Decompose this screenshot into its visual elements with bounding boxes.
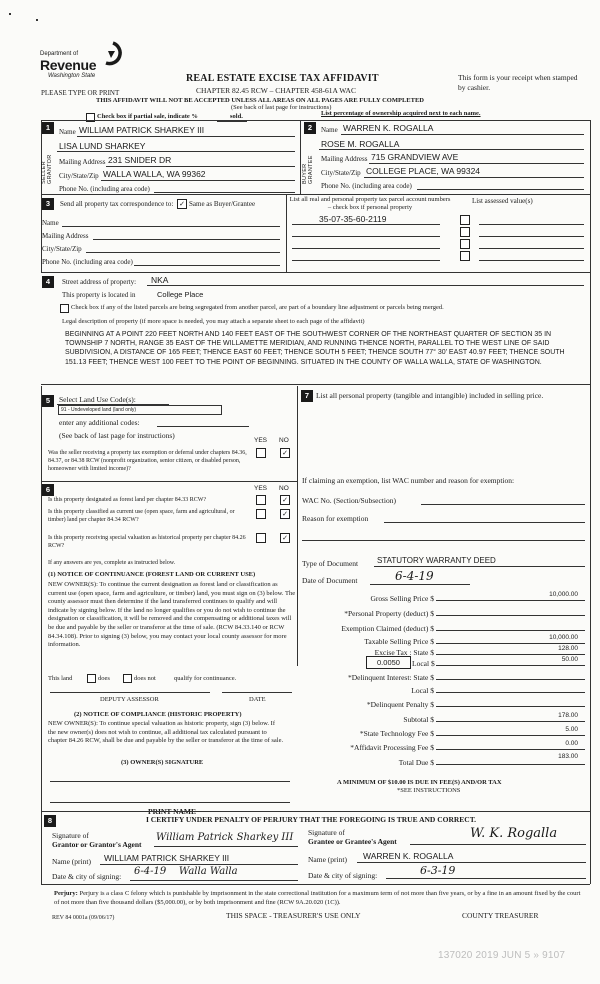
form-line xyxy=(50,692,210,693)
form-line xyxy=(154,846,298,847)
section-number: 6 xyxy=(42,484,54,496)
forest-question: Is this property designated as forest land per chapter 84.33 RCW? xyxy=(48,497,207,503)
section-number: 4 xyxy=(42,276,54,288)
tech-fee-label: *State Technology Fee $ xyxy=(359,729,434,738)
current-use-question: Is this property classified as current use (open space, farm and agricultural, or timber) land per chapter 84.34 RCW? xyxy=(48,509,235,523)
subtotal-label: Subtotal $ xyxy=(403,715,434,724)
seller-city[interactable]: WALLA WALLA, WA 99362 xyxy=(103,169,206,179)
form-line xyxy=(421,504,585,505)
street-address[interactable]: NKA xyxy=(151,275,169,285)
personal-property-checkbox[interactable] xyxy=(460,239,470,249)
form-line xyxy=(130,880,298,881)
form-line xyxy=(319,149,584,150)
excise-state-amount[interactable]: 128.00 xyxy=(558,645,578,652)
gross-label: Gross Selling Price $ xyxy=(370,594,434,603)
forest-yes-checkbox[interactable] xyxy=(256,495,266,505)
section-divider xyxy=(41,194,590,195)
seller-name-2[interactable]: LISA LUND SHARKEY xyxy=(59,141,146,151)
does-not-qualify-checkbox[interactable] xyxy=(123,674,132,683)
form-line xyxy=(436,600,585,601)
corr-name-label: Name xyxy=(42,219,59,227)
subtotal-amount[interactable]: 178.00 xyxy=(558,712,578,719)
form-border xyxy=(41,811,590,812)
personal-deduct-label: *Personal Property (deduct) $ xyxy=(344,609,434,618)
owner-signature-label: (3) OWNER(S) SIGNATURE xyxy=(121,759,204,766)
penalty-label: *Delinquent Penalty $ xyxy=(366,700,434,709)
taxable-label: Taxable Selling Price $ xyxy=(364,637,434,646)
land-use-select[interactable]: 91 - Undeveloped land (land only) xyxy=(58,405,222,415)
form-line xyxy=(369,163,584,164)
local-label: Local $ xyxy=(412,659,435,668)
taxable-amount[interactable]: 10,000.00 xyxy=(549,634,578,641)
yes-header: YES xyxy=(254,437,268,444)
located-city[interactable]: College Place xyxy=(157,290,204,299)
historic-question: Is this property receiving special valuation as historical property per chapter 84.26 RCW? xyxy=(48,535,246,549)
partial-pct-line xyxy=(217,121,247,122)
section-number: 5 xyxy=(42,395,54,407)
receipt-note: This form is your receipt when stamped by cashier. xyxy=(458,73,578,92)
print-note: PLEASE TYPE OR PRINT xyxy=(41,89,120,97)
form-line xyxy=(50,781,290,782)
perjury-text: Perjury is a class C felony which is punishable by imprisonment in the state correctional institution for a maximum term of not more than five years, or by a fine in an amount fixed by the court of not more than five thousand dollars ($5,000.00), or by both imprisonment and fine (RCW 9A.20.020 (1C)). xyxy=(54,890,581,906)
personal-property-checkbox[interactable] xyxy=(460,251,470,261)
form-line xyxy=(292,224,440,225)
current-use-no-checkbox[interactable]: ✓ xyxy=(280,509,290,519)
buyer-mail[interactable]: 715 GRANDVIEW AVE xyxy=(371,152,459,162)
total-label: Total Due $ xyxy=(398,758,434,767)
grantee-date-city[interactable]: 6-3-19 xyxy=(420,864,456,877)
street-label: Street address of property: xyxy=(62,278,137,286)
form-line xyxy=(101,180,295,181)
scan-speck xyxy=(36,19,38,21)
form-line xyxy=(436,654,585,655)
form-line xyxy=(364,177,584,178)
forest-no-checkbox[interactable]: ✓ xyxy=(280,495,290,505)
no-header: NO xyxy=(279,437,289,444)
form-line xyxy=(370,584,470,585)
section-number: 8 xyxy=(44,815,56,827)
grantee-print-name[interactable]: WARREN K. ROGALLA xyxy=(363,851,454,861)
form-revision: REV 84 0001a (09/06/17) xyxy=(52,915,115,921)
form-line xyxy=(134,265,280,266)
scan-speck xyxy=(9,13,11,15)
grantee-sig-label: Signature of xyxy=(308,828,345,837)
compliance-body: NEW OWNER(S): To continue special valuation as historic property, sign (3) below. If the new owner(s) does not wish to continue, all additional tax calculated pursuant to chapter 84.26 RCW, shall be due and payable by the seller or transferor at the time of sale. xyxy=(48,720,284,745)
treasurer-space-label: THIS SPACE - TREASURER'S USE ONLY xyxy=(226,911,361,920)
form-line xyxy=(436,679,585,680)
minimum-note: A MINIMUM OF $10.00 IS DUE IN FEE(S) AND/OR TAX xyxy=(337,779,502,786)
see-back-note: (See back of last page for instructions) xyxy=(59,431,175,440)
form-line xyxy=(222,692,292,693)
buyer-city-label: City/State/Zip xyxy=(321,169,361,177)
legal-description[interactable]: BEGINNING AT A POINT 220 FEET NORTH AND 140 FEET EAST OF THE SOUTHWEST CORNER OF THE NORTHEAST QUARTER OF SECTION 35 IN TOWNSHIP 7 NORTH, RANGE 35 EAST OF THE WILLAMETTE MERIDIAN, AND RUNNING THENCE NORTH, PARALLEL TO THE WEST LINE OF SAID SUBDIVISION, A DISTANCE OF 165 FEET; THENCE EAST 60 FEET; THENCE SOUTH 5 FEET; THENCE SOUTH 77° 30' EAST 40.97 FEET; THENCE SOUTH 151.13 FEET; THENCE WEST 100 FEET TO THE POINT OF BEGINNING. SITUATED IN THE COUNTY OF WALLA WALLA, STATE OF WASHINGTON. xyxy=(65,331,565,366)
form-border xyxy=(590,272,591,884)
historic-no-checkbox[interactable]: ✓ xyxy=(280,533,290,543)
excise-state-label: Excise Tax : State $ xyxy=(374,648,434,657)
historic-yes-checkbox[interactable] xyxy=(256,533,266,543)
grantor-print-label: Name (print) xyxy=(52,857,91,866)
exemption-yes-checkbox[interactable] xyxy=(256,448,266,458)
form-line xyxy=(436,764,585,765)
revenue-logo-icon xyxy=(102,41,124,71)
see-back-note: (See back of last page for instructions) xyxy=(231,104,332,111)
perjury-label: Perjury: xyxy=(54,890,78,897)
qualify-label: qualify for continuance. xyxy=(174,675,237,682)
form-line xyxy=(292,248,440,249)
total-amount[interactable]: 183.00 xyxy=(558,753,578,760)
seller-name-label: Name xyxy=(59,128,76,136)
does-label: does xyxy=(98,675,110,682)
yes-header: YES xyxy=(254,485,268,492)
section-number: 7 xyxy=(301,390,313,402)
seller-side-label: SELLER GRANTOR xyxy=(41,154,53,184)
form-line xyxy=(357,862,586,863)
deputy-assessor-label: DEPUTY ASSESSOR xyxy=(100,696,159,703)
exemption-claim-label: If claiming an exemption, list WAC number and reason for exemption: xyxy=(302,476,515,485)
partial-sold-label: sold. xyxy=(230,113,243,120)
seller-name-1[interactable]: WILLIAM PATRICK SHARKEY III xyxy=(79,125,205,135)
corr-mail-label: Mailing Address xyxy=(42,232,89,240)
no-header: NO xyxy=(279,485,289,492)
if-yes-note: If any answers are yes, complete as instructed below. xyxy=(48,560,176,566)
grantee-date-label: Date & city of signing: xyxy=(308,871,378,880)
form-line xyxy=(384,522,585,523)
certify-statement: I CERTIFY UNDER PENALTY OF PERJURY THAT THE FOREGOING IS TRUE AND CORRECT. xyxy=(146,815,477,824)
form-line xyxy=(479,248,584,249)
perjury-notice xyxy=(54,889,584,907)
form-line xyxy=(386,878,586,879)
continuance-title: (1) NOTICE OF CONTINUANCE (FOREST LAND OR CURRENT USE) xyxy=(48,571,256,578)
logo-text: Department of xyxy=(40,51,79,57)
compliance-title: (2) NOTICE OF COMPLIANCE (HISTORIC PROPERTY) xyxy=(74,711,242,718)
form-title: REAL ESTATE EXCISE TAX AFFIDAVIT xyxy=(186,73,379,84)
section-number: 1 xyxy=(42,122,54,134)
personal-property-label: List all personal property (tangible and intangible) included in selling price. xyxy=(316,391,544,400)
current-use-yes-checkbox[interactable] xyxy=(256,509,266,519)
form-line xyxy=(302,540,585,541)
form-line xyxy=(62,226,280,227)
section-divider xyxy=(300,120,301,194)
form-border xyxy=(41,384,590,385)
grantee-print-label: Name (print) xyxy=(308,855,347,864)
print-name-label: PRINT NAME xyxy=(148,807,196,816)
affidavit-fee-label: *Affidavit Processing Fee $ xyxy=(350,743,434,752)
segregated-checkbox[interactable] xyxy=(60,304,69,313)
form-line xyxy=(436,749,585,750)
county-treasurer-label: COUNTY TREASURER xyxy=(462,911,539,920)
form-line xyxy=(479,260,584,261)
chapter-ref: CHAPTER 82.45 RCW – CHAPTER 458-61A WAC xyxy=(196,86,356,95)
does-not-label: does not xyxy=(134,675,156,682)
tech-fee-amount[interactable]: 5.00 xyxy=(565,726,578,733)
form-line xyxy=(157,426,249,427)
doc-type[interactable]: STATUTORY WARRANTY DEED xyxy=(377,556,496,565)
form-line xyxy=(436,706,585,707)
form-line xyxy=(410,844,586,845)
local-rate-box[interactable]: 0.0050 xyxy=(366,656,411,669)
local-amount[interactable]: 50.00 xyxy=(561,656,578,663)
continuance-body: NEW OWNER(S): To continue the current designation as forest land or classification as current use (open space, farm and agriculture, or timber) land, you must sign on (3) below. The county assessor must then determine if the land transferred continues to qualify and will indicate by signing below. If the land no longer qualifies or you do not wish to continue the designation or classification, it will be removed and the compensating or additional taxes will be due and payable by the seller or transferor at the time of sale. (RCW 84.33.140 or RCW 84.34.108). Prior to signing (3) below, you may contact your local county assessor for more information. xyxy=(48,581,296,649)
form-border xyxy=(41,272,590,273)
same-as-buyer-label: Same as Buyer/Grantee xyxy=(189,200,256,208)
form-line xyxy=(57,151,295,152)
form-border xyxy=(590,120,591,272)
grantor-sig-label: Signature of xyxy=(52,831,89,840)
this-land-label: This land xyxy=(48,675,73,682)
doc-type-label: Type of Document xyxy=(302,559,359,568)
seller-mail[interactable]: 231 SNIDER DR xyxy=(108,155,172,165)
form-line xyxy=(479,224,584,225)
form-line xyxy=(93,239,280,240)
wac-label: WAC No. (Section/Subsection) xyxy=(302,496,396,505)
deputy-date-label: DATE xyxy=(249,696,266,703)
land-use-label: Select Land Use Code(s): xyxy=(59,395,136,404)
grantor-sig-label: Grantor or Grantor's Agent xyxy=(52,840,142,849)
buyer-name-label: Name xyxy=(321,126,338,134)
section-divider xyxy=(41,481,297,482)
partial-sale-label: Check box if partial sale, indicate % xyxy=(97,113,198,120)
buyer-phone-label: Phone No. (including area code) xyxy=(321,182,412,190)
assessed-header: List assessed value(s) xyxy=(472,197,533,205)
form-line xyxy=(154,192,295,193)
does-qualify-checkbox[interactable] xyxy=(87,674,96,683)
form-line xyxy=(436,735,585,736)
form-line xyxy=(436,692,585,693)
form-border xyxy=(41,884,590,885)
exemption-question: Was the seller receiving a property tax exemption or deferral under chapters 84.36, 84.37, or 84.38 RCW (nonprofit organization, senior citizen, or disabled person, homeowner with limited income)? xyxy=(48,450,247,472)
corr-phone-label: Phone No. (including area code) xyxy=(42,258,133,266)
see-instructions-note: *SEE INSTRUCTIONS xyxy=(397,787,461,794)
exemption-deduct-label: Exemption Claimed (deduct) $ xyxy=(341,624,434,633)
seller-phone-label: Phone No. (including area code) xyxy=(59,185,150,193)
parcel-header: List all real and personal property tax parcel account numbers – check box if personal property xyxy=(289,196,451,211)
form-line xyxy=(436,665,585,666)
legal-desc-label: Legal description of property (if more space is needed, you may attach a separate sheet to each page of the affidavit) xyxy=(62,318,365,325)
buyer-name-2[interactable]: ROSE M. ROGALLA xyxy=(321,139,400,149)
section-number: 2 xyxy=(304,122,316,134)
logo-text: Washington State xyxy=(48,73,96,79)
delinquent-local-label: Local $ xyxy=(411,686,434,695)
grantor-date-city[interactable]: 6-4-19 Walla Walla xyxy=(134,866,238,877)
reason-label: Reason for exemption xyxy=(302,514,369,523)
form-line xyxy=(436,630,585,631)
buyer-side-label: BUYER GRANTEE xyxy=(302,155,314,184)
pct-ownership-note: List percentage of ownership acquired next to each name. xyxy=(321,110,481,117)
corr-city-label: City/State/Zip xyxy=(42,245,82,253)
seller-mail-label: Mailing Address xyxy=(59,158,106,166)
form-line xyxy=(292,236,440,237)
personal-property-checkbox[interactable] xyxy=(460,227,470,237)
form-line xyxy=(50,802,290,803)
form-line xyxy=(86,252,280,253)
doc-date[interactable]: 6-4-19 xyxy=(395,569,434,583)
form-line xyxy=(479,236,584,237)
grantor-signature[interactable]: William Patrick Sharkey III xyxy=(156,832,294,843)
buyer-mail-label: Mailing Address xyxy=(321,155,368,163)
form-line xyxy=(341,134,584,135)
segregated-label: Check box if any of the listed parcels are being segregated from another parcel, are part of a boundary line adjustment or parcels being merged. xyxy=(71,304,444,311)
form-border xyxy=(41,386,42,884)
exemption-no-checkbox[interactable]: ✓ xyxy=(280,448,290,458)
grantee-signature[interactable]: W. K. Rogalla xyxy=(470,826,558,841)
warning-text: THIS AFFIDAVIT WILL NOT BE ACCEPTED UNLESS ALL AREAS ON ALL PAGES ARE FULLY COMPLETED xyxy=(96,97,424,104)
gross-amount[interactable]: 10,000.00 xyxy=(549,591,578,598)
parcel-number-1[interactable]: 35-07-35-60-2119 xyxy=(319,214,387,224)
same-as-buyer-checkbox[interactable]: ✓ xyxy=(177,199,187,209)
form-line xyxy=(436,615,585,616)
grantor-print-name[interactable]: WILLIAM PATRICK SHARKEY III xyxy=(104,853,230,863)
buyer-name-1[interactable]: WARREN K. ROGALLA xyxy=(343,123,434,133)
personal-property-checkbox[interactable] xyxy=(460,215,470,225)
grantee-sig-label: Grantee or Grantee's Agent xyxy=(308,837,397,846)
form-line xyxy=(100,864,298,865)
form-line xyxy=(147,285,584,286)
section-divider xyxy=(286,194,287,272)
form-line xyxy=(374,566,585,567)
form-line xyxy=(106,166,295,167)
recording-stamp: 137020 2019 JUN 5 » 9107 xyxy=(438,950,566,961)
form-line xyxy=(417,189,584,190)
section-number: 3 xyxy=(42,198,54,210)
form-border xyxy=(41,120,590,121)
buyer-city[interactable]: COLLEGE PLACE, WA 99324 xyxy=(366,166,481,176)
seller-city-label: City/State/Zip xyxy=(59,172,99,180)
form-line xyxy=(436,643,585,644)
grantor-date-label: Date & city of signing: xyxy=(52,872,122,881)
form-line xyxy=(292,260,440,261)
doc-date-label: Date of Document xyxy=(302,576,358,585)
correspondence-label: Send all property tax correspondence to: xyxy=(60,200,174,208)
logo-text: Revenue xyxy=(40,57,97,73)
form-line xyxy=(436,721,585,722)
located-label: This property is located in xyxy=(62,291,136,299)
additional-codes-label: enter any additional codes: xyxy=(59,418,140,427)
affidavit-fee-amount[interactable]: 0.00 xyxy=(565,740,578,747)
delinquent-state-label: *Delinquent Interest: State $ xyxy=(347,673,434,682)
form-line xyxy=(77,136,295,137)
